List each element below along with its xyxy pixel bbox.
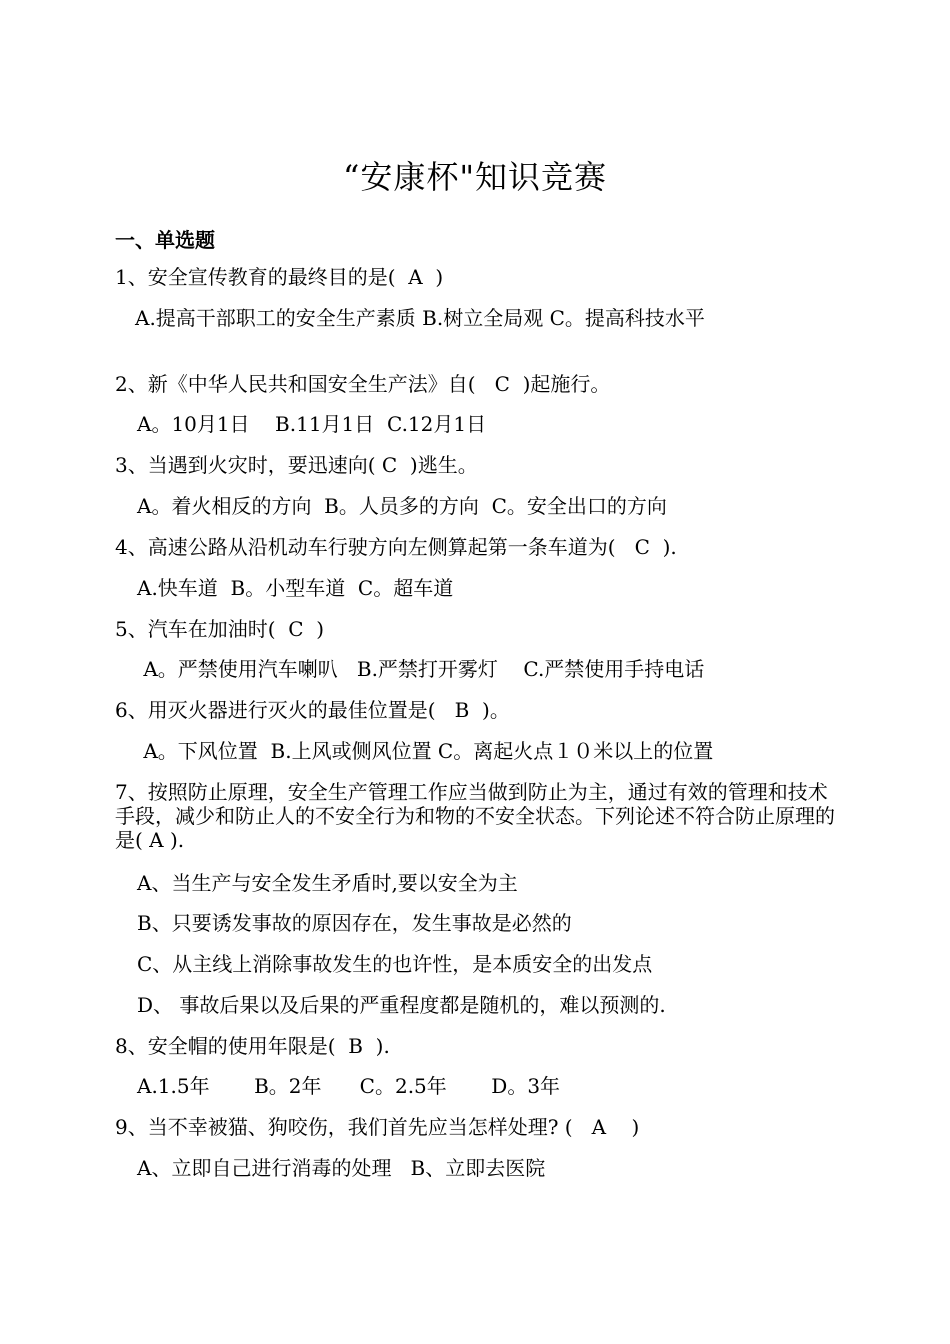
question-1: 1、安全宣传教育的最终目的是( A ) [115,265,444,289]
question-2: 2、新《中华人民共和国安全生产法》自( C )起施行。 [115,372,611,396]
question-9-options: A、立即自己进行消毒的处理 B、立即去医院 [137,1156,546,1180]
question-1-options-text: A.提高干部职工的安全生产素质 B.树立全局观 C。提高科技水平 [135,306,705,330]
question-6-options: A。下风位置 B.上风或侧风位置 C。离起火点１０米以上的位置 [137,739,714,763]
section-heading: 一、单选题 [115,228,215,252]
question-7-option-c: C、从主线上消除事故发生的也许性，是本质安全的出发点 [137,952,653,976]
question-6: 6、用灭火器进行灭火的最佳位置是( B )。 [115,698,510,722]
question-7-option-b: B、只要诱发事故的原因存在，发生事故是必然的 [137,911,572,935]
question-7-option-d: D、 事故后果以及后果的严重程度都是随机的，难以预测的. [137,993,666,1017]
question-5: 5、汽车在加油时( C ) [115,617,325,641]
document-title: “安康杯"知识竞赛 [342,158,608,196]
question-1-options [115,306,860,330]
question-4: 4、高速公路从沿机动车行驶方向左侧算起第一条车道为( C ). [115,535,677,559]
question-7-option-a: A、当生产与安全发生矛盾时,要以安全为主 [137,871,518,895]
question-7: 7、按照防止原理，安全生产管理工作应当做到防止为主，通过有效的管理和技术手段，减少和防止人的不安全行为和物的不安全状态。下列论述不符合防止原理的是( A ). [115,780,835,852]
question-3-options: A。着火相反的方向 B。人员多的方向 C。安全出口的方向 [137,494,667,518]
question-3: 3、当遇到火灾时，要迅速向( C )逃生。 [115,453,478,477]
question-8: 8、安全帽的使用年限是( B ). [115,1034,390,1058]
question-8-options: A.1.5年 B。2年 C。2.5年 D。3年 [137,1074,561,1098]
question-4-options: A.快车道 B。小型车道 C。超车道 [137,576,454,600]
question-2-options: A。10月1日 B.11月1日 C.12月1日 [137,412,487,436]
question-9: 9、当不幸被猫、狗咬伤，我们首先应当怎样处理? ( A ) [115,1115,640,1139]
question-5-options: A。严禁使用汽车喇叭 B.严禁打开雾灯 C.严禁使用手持电话 [137,657,705,681]
